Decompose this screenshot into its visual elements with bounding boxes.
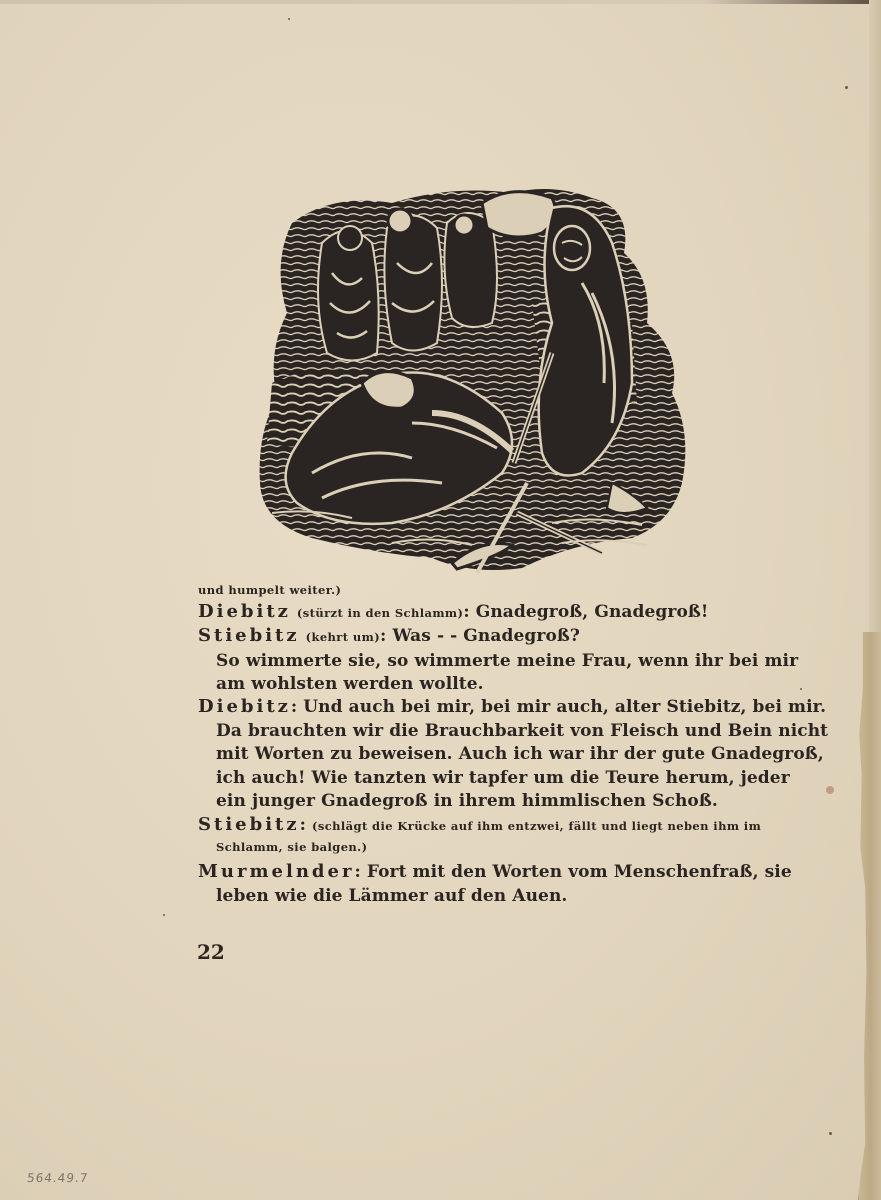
paper-speck <box>829 1132 832 1135</box>
paper-speck <box>163 914 165 916</box>
page-number: 22 <box>197 940 225 964</box>
text-line <box>216 790 718 812</box>
torn-paper-edge <box>858 632 881 1200</box>
speaker-name: Diebitz <box>198 696 291 717</box>
stage-direction: Schlamm, sie balgen.) <box>216 840 368 854</box>
stage-direction: (kehrt um) <box>305 630 381 644</box>
stage-direction: (schlägt die Krücke auf ihm entzwei, fällt und liegt neben ihm im <box>312 819 762 833</box>
speech: So wimmerte sie, so wimmerte meine Frau, wenn ihr bei mir <box>216 651 799 671</box>
paper-speck <box>845 86 848 89</box>
speech: : <box>299 815 306 835</box>
text-line <box>216 743 824 765</box>
speech: leben wie die Lämmer auf den Auen. <box>216 886 568 906</box>
stage-direction: (stürzt in den Schlamm) <box>296 606 464 620</box>
speech: ein junger Gnadegroß in ihrem himmlischen Schoß. <box>216 791 718 811</box>
speaker-name: Diebitz <box>198 601 291 622</box>
text-line <box>216 650 798 672</box>
text-line <box>198 696 826 718</box>
text-line <box>198 601 709 624</box>
paper-speck <box>800 688 802 690</box>
speech: : Fort mit den Worten vom Menschenfraß, sie <box>354 862 792 882</box>
paper-speck <box>288 18 290 20</box>
handwritten-catalog-number: 564.49.7 <box>26 1171 90 1185</box>
text-line <box>198 578 341 601</box>
speech: Da brauchten wir die Brauchbarkeit von Fleisch und Bein nicht <box>216 721 829 741</box>
speech: am wohlsten werden wollte. <box>216 674 484 694</box>
text-line <box>216 767 790 789</box>
speech: : Gnadegroß, Gnadegroß! <box>463 602 709 622</box>
speaker-name: Stiebitz <box>198 814 300 835</box>
speech: : Was - - Gnadegroß? <box>380 626 580 646</box>
speech: mit Worten zu beweisen. Auch ich war ihr der gute Gnadegroß, <box>216 744 824 764</box>
speaker-name: Stiebitz <box>198 625 300 646</box>
stage-direction: und humpelt weiter.) <box>198 583 342 597</box>
paper-stain <box>826 786 834 794</box>
text-line <box>216 720 828 742</box>
woodcut-illustration <box>252 183 696 575</box>
text-line <box>216 836 367 858</box>
text-line <box>198 861 792 883</box>
speaker-name: Murmelnder <box>198 861 355 882</box>
text-line <box>198 814 761 837</box>
page-top-edge <box>0 0 881 4</box>
woodcut-image <box>252 183 696 575</box>
text-line <box>216 885 567 907</box>
speech: ich auch! Wie tanzten wir tapfer um die Teure herum, jeder <box>216 768 790 788</box>
speech: : Und auch bei mir, bei mir auch, alter Stiebitz, bei mir. <box>290 697 827 717</box>
text-line <box>198 625 580 648</box>
text-line <box>216 673 484 695</box>
